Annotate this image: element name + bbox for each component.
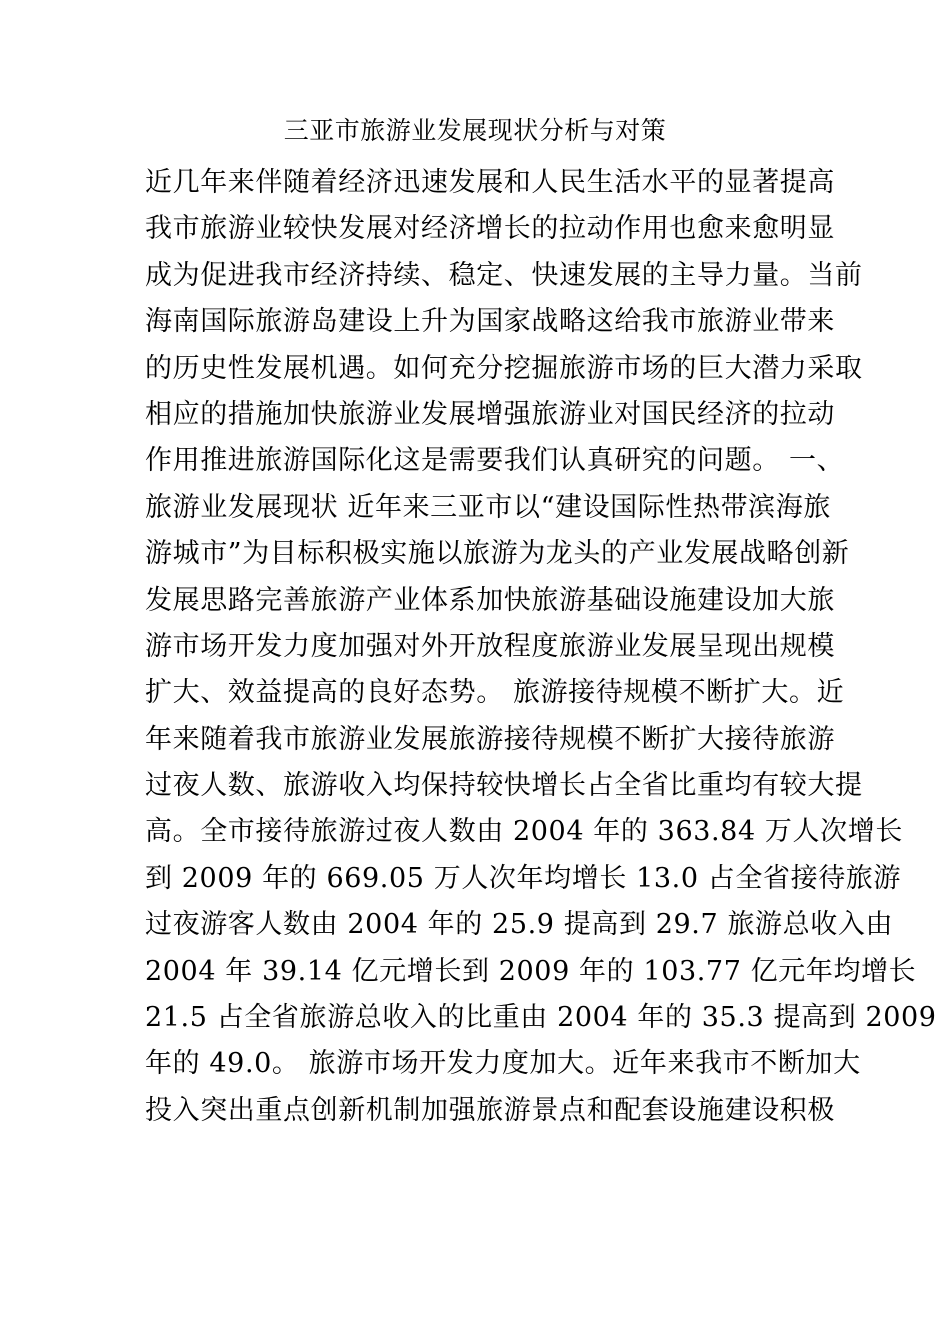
- text-line: 过夜人数、旅游收入均保持较快增长占全省比重均有较大提: [145, 770, 863, 802]
- document-body: [145, 160, 937, 1134]
- text-line: 我市旅游业较快发展对经济增长的拉动作用也愈来愈明显: [145, 213, 835, 245]
- text-line: 过夜游客人数由 2004 年的 25.9 提高到 29.7 旅游总收入由: [145, 909, 894, 941]
- text-line: 21.5 占全省旅游总收入的比重由 2004 年的 35.3 提高到 2009: [145, 1002, 937, 1034]
- text-line: 游城市”为目标积极实施以旅游为龙头的产业发展战略创新: [145, 538, 850, 570]
- text-line: 成为促进我市经济持续、稳定、快速发展的主导力量。当前: [145, 259, 863, 291]
- text-line: 相应的措施加快旅游业发展增强旅游业对国民经济的拉动: [145, 398, 835, 430]
- text-line: 2004 年 39.14 亿元增长到 2009 年的 103.77 亿元年均增长: [145, 955, 917, 987]
- text-line: 作用推进旅游国际化这是需要我们认真研究的问题。 一、: [145, 445, 845, 477]
- text-line: 的历史性发展机遇。如何充分挖掘旅游市场的巨大潜力采取: [145, 352, 863, 384]
- text-line: 发展思路完善旅游产业体系加快旅游基础设施建设加大旅: [145, 584, 835, 616]
- text-line: 游市场开发力度加强对外开放程度旅游业发展呈现出规模: [145, 630, 835, 662]
- text-line: 年的 49.0。 旅游市场开发力度加大。近年来我市不断加大: [145, 1048, 861, 1080]
- document-title: 三亚市旅游业发展现状分析与对策: [283, 116, 667, 145]
- text-line: 旅游业发展现状 近年来三亚市以“建设国际性热带滨海旅: [145, 491, 831, 523]
- text-line: 近几年来伴随着经济迅速发展和人民生活水平的显著提高: [145, 167, 835, 198]
- text-line: 扩大、效益提高的良好态势。 旅游接待规模不断扩大。近: [145, 677, 845, 709]
- text-line: 年来随着我市旅游业发展旅游接待规模不断扩大接待旅游: [145, 723, 835, 755]
- text-line: 高。全市接待旅游过夜人数由 2004 年的 363.84 万人次增长: [145, 816, 903, 848]
- text-line: 投入突出重点创新机制加强旅游景点和配套设施建设积极: [145, 1094, 835, 1126]
- text-line: 到 2009 年的 669.05 万人次年均增长 13.0 占全省接待旅游: [145, 862, 901, 894]
- text-line: 海南国际旅游岛建设上升为国家战略这给我市旅游业带来: [145, 306, 835, 338]
